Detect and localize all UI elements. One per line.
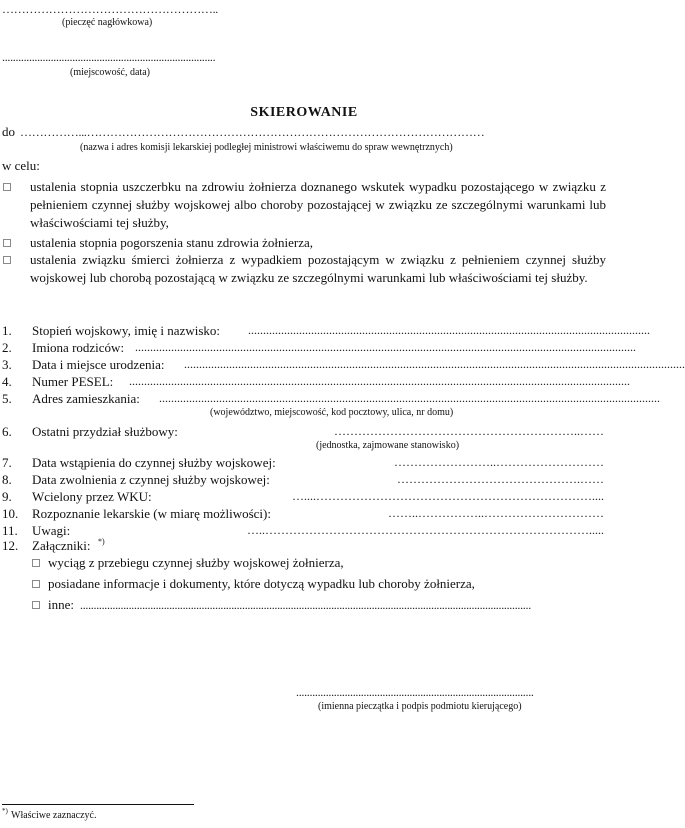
item-label: Ostatni przydział służbowy: (32, 424, 178, 439)
service-end-date-field[interactable]: ……………………………………….…… (397, 472, 604, 486)
item-number: 5. (2, 391, 12, 406)
item-number: 10. (2, 506, 19, 521)
wku-field[interactable]: …....…………………………………………………………….... (292, 489, 604, 503)
attachment-text-other: inne: (48, 597, 74, 612)
item-pesel (2, 374, 630, 389)
footnote-mark: *) (2, 807, 8, 815)
item-label: Uwagi: (32, 523, 71, 538)
item-label: Imiona rodziców: (32, 340, 125, 355)
attachment-checkbox-service-record[interactable] (32, 559, 40, 567)
purpose-label: w celu: (2, 158, 40, 173)
stamp-caption: (pieczęć nagłówkowa) (62, 17, 153, 28)
item-number: 12. (2, 538, 19, 553)
address-caption: (województwo, miejscowość, kod pocztowy, ulica, nr domu) (210, 407, 454, 418)
item-label: Data wstąpienia do czynnej służby wojskowej: (32, 455, 276, 470)
diagnosis-field[interactable]: ……..……………..………………………… (388, 506, 604, 520)
item-label: Stopień wojskowy, imię i nazwisko: (32, 323, 221, 338)
last-assignment-field[interactable]: ……………………………………………………..…… (334, 424, 604, 438)
attachment-checkbox-documents[interactable] (32, 580, 40, 588)
item-label: Wcielony przez WKU: (32, 489, 152, 504)
item-service-end-date (2, 472, 606, 487)
item-number: 7. (2, 455, 12, 470)
service-start-date-field[interactable]: ……………………..……………………… (394, 455, 604, 469)
item-birth-date-place (2, 357, 685, 372)
recipient-caption: (nazwa i adres komisji lekarskiej podległej ministrowi właściwemu do spraw wewnętrznych) (80, 142, 453, 153)
item-number: 1. (2, 323, 12, 338)
item-label: Data zwolnienia z czynnej służby wojskowej: (32, 472, 270, 487)
attachment-checkbox-other[interactable] (32, 601, 40, 609)
birth-date-place-field[interactable]: ....................................................................................................................................................................... (184, 357, 685, 371)
signature-caption: (imienna pieczątka i podpis podmiotu kierującego) (318, 701, 522, 712)
item-remarks (2, 523, 606, 538)
pesel-field[interactable]: ....................................................................................................................................................................... (129, 374, 630, 388)
item-label: Rozpoznanie lekarskie (w miarę możliwości): (32, 506, 271, 521)
item-number: 3. (2, 357, 12, 372)
item-address (2, 391, 660, 406)
item-parents-names (2, 340, 636, 355)
purpose-checkbox-3[interactable] (3, 256, 11, 264)
signature-field[interactable]: ........................................................................................ (296, 685, 534, 699)
item-number: 2. (2, 340, 12, 355)
footnote-text: Właściwe zaznaczyć. (11, 810, 97, 821)
item-number: 11. (2, 523, 18, 538)
item-last-assignment (2, 424, 606, 439)
item-rank-name (2, 323, 650, 338)
purpose-text-1: ustalenia stopnia uszczerbku na zdrowiu żołnierza doznanego wskutek wypadku pozostającego w związku z pełnieniem czynnej służby wojskowej albo choroby pozostającej w związku ze szczególnymi warunkami lub właściwościami tej służby, (30, 179, 606, 230)
purpose-text-2: ustalenia stopnia pogorszenia stanu zdrowia żołnierza, (30, 235, 314, 250)
item-label: Data i miejsce urodzenia: (32, 357, 165, 372)
attachment-text-service-record: wyciąg z przebiegu czynnej służby wojskowej żołnierza, (48, 555, 344, 570)
attachments-footnote-mark: *) (98, 537, 105, 546)
attachment-text-documents: posiadane informacje i dokumenty, które dotyczą wypadku lub choroby żołnierza, (48, 576, 475, 591)
purpose-text-3: ustalenia związku śmierci żołnierza z wypadkiem pozostającym w związku z pełnieniem czynnej służby wojskowej lub chorobą pozostającą w związku ze szczególnymi warunkami lub właściwościami tej służby. (30, 252, 606, 285)
item-number: 8. (2, 472, 12, 487)
item-diagnosis (2, 506, 606, 521)
purpose-checkbox-2[interactable] (3, 239, 11, 247)
item-number: 6. (2, 424, 12, 439)
parents-names-field[interactable]: ....................................................................................................................................................................... (135, 340, 636, 354)
place-date-caption: (miejscowość, data) (70, 67, 150, 78)
recipient-field[interactable]: ……………...………………………………………………………………………………………… (20, 125, 485, 139)
item-attachments (2, 538, 606, 553)
footnote-divider (2, 804, 194, 805)
purpose-checkbox-1[interactable] (3, 183, 11, 191)
item-service-start-date (2, 455, 606, 470)
place-date-dots[interactable]: ............................................................................... (2, 50, 216, 64)
item-number: 9. (2, 489, 12, 504)
stamp-dots[interactable]: ……………………………………………….. (2, 2, 219, 16)
remarks-field[interactable]: …..………………………………………………………………………..... (247, 523, 604, 537)
address-field[interactable]: ....................................................................................................................................................................... (159, 391, 660, 405)
attachment-other-field[interactable]: ....................................................................................................................................................................... (80, 598, 531, 612)
item-label: Załączniki: (32, 538, 91, 553)
document-title: SKIEROWANIE (250, 105, 358, 120)
item-label: Numer PESEL: (32, 374, 114, 389)
item-number: 4. (2, 374, 12, 389)
item-wku (2, 489, 606, 504)
assignment-caption: (jednostka, zajmowane stanowisko) (316, 440, 460, 451)
rank-name-field[interactable]: ...................................................................................................................................... (248, 323, 650, 337)
item-label: Adres zamieszkania: (32, 391, 140, 406)
recipient-prefix: do (2, 124, 15, 139)
